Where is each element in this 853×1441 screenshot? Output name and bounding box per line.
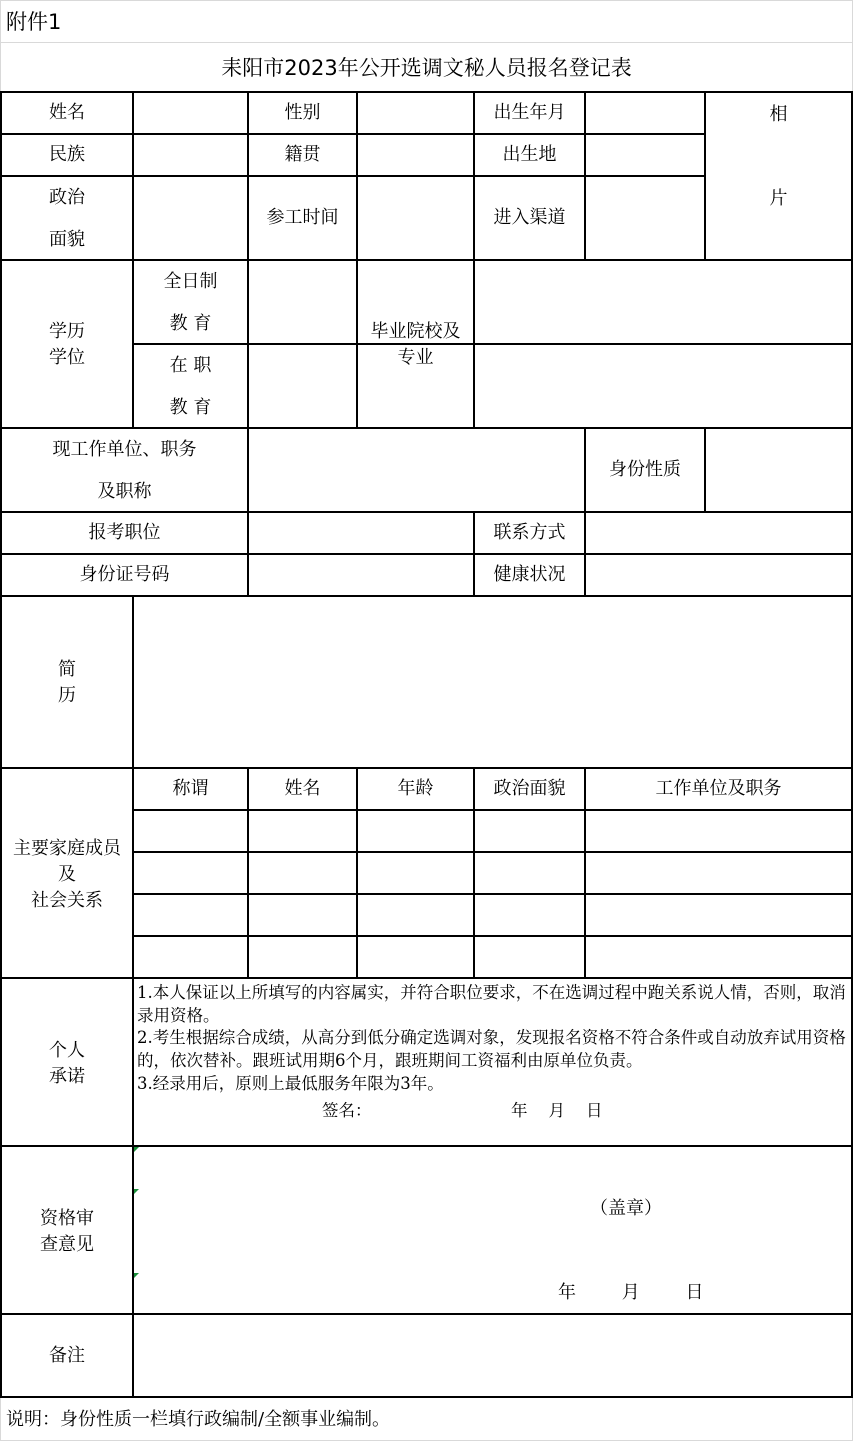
label-contact: 联系方式 [493, 522, 566, 543]
label-current-job-2: 及职称 [97, 481, 152, 502]
label-political-1: 政治 [49, 187, 85, 208]
label-family-3: 社会关系 [31, 890, 103, 911]
label-health: 健康状况 [493, 564, 566, 585]
label-entry-channel: 进入渠道 [493, 207, 566, 228]
family-col-name: 姓名 [284, 778, 321, 799]
label-resume-2: 历 [58, 685, 76, 706]
label-family-1: 主要家庭成员 [13, 838, 121, 859]
label-applied-position: 报考职位 [88, 522, 161, 543]
table-border [0, 595, 853, 597]
pledge-signature: 签名： [322, 1101, 372, 1120]
label-name: 姓名 [49, 102, 85, 123]
table-border [0, 1396, 853, 1398]
pledge-date: 年 月 日 [511, 1101, 603, 1120]
label-review-2: 查意见 [40, 1234, 94, 1255]
label-political-2: 面貌 [49, 229, 85, 250]
label-family-2: 及 [58, 864, 76, 885]
label-identity-type: 身份性质 [609, 459, 681, 480]
table-border [0, 91, 2, 1398]
sheet-gridline [0, 0, 853, 1]
attachment-label: 附件1 [6, 10, 62, 34]
label-review-1: 资格审 [40, 1208, 94, 1229]
review-date: 年 月 日 [558, 1282, 704, 1303]
family-col-political: 政治面貌 [493, 778, 566, 799]
label-inservice-1: 在 职 [169, 355, 212, 376]
table-border [0, 977, 853, 979]
table-border [133, 809, 853, 811]
label-photo-2: 片 [769, 188, 788, 209]
label-native-place: 籍贯 [284, 144, 321, 165]
cell-comment-marker [134, 1189, 139, 1194]
table-border [356, 91, 358, 429]
table-border [704, 427, 706, 513]
label-current-job-1: 现工作单位、职务 [52, 439, 197, 460]
label-school-2: 专业 [397, 347, 434, 368]
family-col-relation: 称谓 [172, 778, 209, 799]
label-birthplace: 出生地 [502, 144, 557, 165]
review-seal: （盖章） [590, 1198, 662, 1219]
table-border [0, 1145, 853, 1147]
label-remarks: 备注 [49, 1344, 85, 1366]
label-education-1: 学历 [49, 321, 85, 342]
page-title: 耒阳市2023年公开选调文秘人员报名登记表 [221, 56, 632, 80]
label-inservice-2: 教 育 [169, 397, 212, 418]
table-border [0, 259, 853, 261]
pledge-item-2: 2.考生根据综合成绩，从高分到低分确定选调对象，发现报名资格不符合条件或自动放弃试用资格的，依次替补。跟班试用期6个月，跟班期间工资福利由原单位负责。 [137, 1028, 846, 1070]
table-border [0, 427, 853, 429]
sheet-gridline [0, 42, 853, 43]
label-pledge-1: 个人 [49, 1040, 85, 1061]
table-border [584, 91, 586, 261]
label-gender: 性别 [284, 102, 321, 123]
label-id-number: 身份证号码 [79, 564, 170, 585]
table-border [133, 935, 853, 937]
table-border [132, 91, 134, 260]
table-border [133, 343, 853, 345]
family-col-workplace: 工作单位及职务 [655, 778, 782, 799]
pledge-item-3: 3.经录用后，原则上最低服务年限为3年。 [137, 1074, 444, 1093]
table-border [133, 893, 853, 895]
footer-note: 说明：身份性质一栏填行政编制/全额事业编制。 [6, 1409, 391, 1430]
pledge-item-1: 1.本人保证以上所填写的内容属实，并符合职位要求，不在选调过程中跑关系说人情，否则，取消录用资格。 [137, 983, 846, 1025]
label-education-2: 学位 [49, 347, 85, 368]
label-pledge-2: 承诺 [49, 1066, 85, 1087]
cell-comment-marker [134, 1147, 139, 1152]
label-ethnicity: 民族 [49, 144, 85, 165]
sheet-gridline [0, 1398, 1, 1441]
label-work-start: 参工时间 [266, 207, 339, 228]
label-photo-1: 相 [769, 104, 788, 125]
cell-comment-marker [134, 1273, 139, 1278]
label-fulltime-1: 全日制 [163, 271, 218, 292]
table-border [133, 851, 853, 853]
label-fulltime-2: 教 育 [169, 313, 212, 334]
label-school-1: 毕业院校及 [370, 321, 461, 342]
label-resume-1: 简 [58, 659, 76, 680]
family-col-age: 年龄 [397, 778, 434, 799]
label-birth-date: 出生年月 [493, 102, 566, 123]
